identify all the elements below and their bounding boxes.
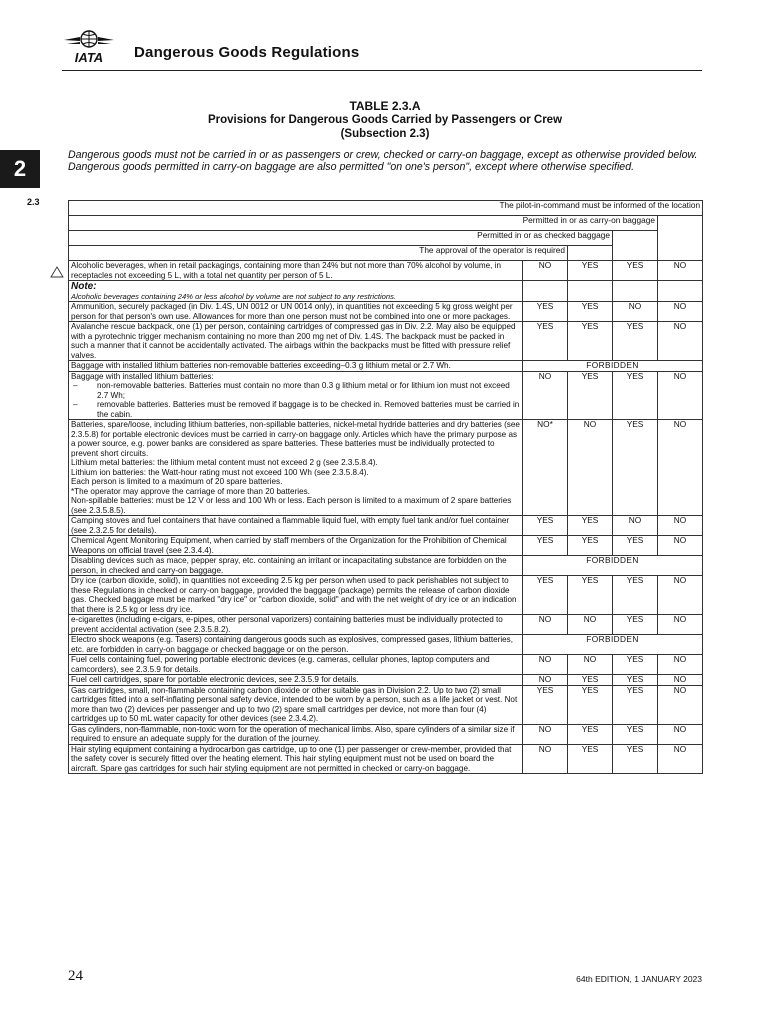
table-row-note	[69, 281, 703, 302]
note-heading: Note:	[71, 281, 97, 292]
forbidden-label: FORBIDDEN	[523, 556, 703, 576]
table-row-avalanche: Avalanche rescue backpack, one (1) per person, containing cartridges of compressed gas in Div. 2.2. May also be equipped with a pyrotechnic trigger mechanism containing no more than 200 mg net of Div. 1.4S. The backpack must be packed in such a manner that it cannot be accidentally activated. The airbags within the backpacks must be fitted with pressure relief valves. YES YES YES NO	[69, 322, 703, 361]
header-row-checked	[69, 231, 703, 246]
section-number: 2.3	[27, 197, 40, 207]
header-carry-on: Permitted in or as carry-on baggage	[69, 216, 658, 231]
table-row-ecig: e-cigarettes (including e-cigars, e-pipes, other personal vaporizers) containing batteries must be individually protected to prevent accidental activation (see 2.3.5.8.2). NO NO YES NO	[69, 615, 703, 635]
header-pilot: The pilot-in-command must be informed of the location	[69, 201, 703, 216]
table-row-electroshock: Electro shock weapons (e.g. Tasers) containing dangerous goods such as explosives, compressed gases, lithium batteries, etc. are forbidden in carry-on baggage or checked baggage or on the person. FORBIDDEN	[69, 635, 703, 655]
table-row-fuel-cells: Fuel cells containing fuel, powering portable electronic devices (e.g. cameras, cellular phones, laptop computers and camcorders), see 2.3.5.9 for details. NO NO YES NO	[69, 655, 703, 675]
table-row-gas-cylinders: Gas cylinders, non-flammable, non-toxic worn for the operation of mechanical limbs. Also, spare cylinders of a similar size if required to ensure an adequate supply for the duration of the journey. NO YES YES NO	[69, 724, 703, 744]
table-row-fuel-cell-cartridges: Fuel cell cartridges, spare for portable electronic devices, see 2.3.5.9 for details. NO YES YES NO	[69, 675, 703, 686]
revision-triangle-icon	[50, 266, 64, 278]
header-checked: Permitted in or as checked baggage	[69, 231, 613, 246]
note-text: Alcoholic beverages containing 24% or less alcohol by volume are not subject to any restrictions.	[71, 291, 397, 301]
dangerous-goods-table	[68, 200, 703, 774]
table-row-camping: Camping stoves and fuel containers that have contained a flammable liquid fuel, with empty fuel tank and/or fuel container (see 2.3.2.5 for details). YES YES NO NO	[69, 516, 703, 536]
header-row-approval	[69, 246, 703, 261]
header-row-carry-on	[69, 216, 703, 231]
row-description: Alcoholic beverages, when in retail packagings, containing more than 24% but not more than 70% alcohol by volume, in receptacles not exceeding 5 L, with a total net quantity per person of 5 L.	[69, 261, 523, 281]
iata-logo	[62, 28, 116, 66]
page-header	[62, 28, 702, 71]
table-row-alcohol: Alcoholic beverages, when in retail packagings, containing more than 24% but not more than 70% alcohol by volume, in receptacles not exceeding 5 L, with a total net quantity per person of 5 L. NO YES YES NO	[69, 261, 703, 281]
table-row-baggage-installed: Baggage with installed lithium batteries: – non-removable batteries. Batteries must contain no more than 0.3 g lithium metal or for lithium ion must not exceed 2.7 Wh; – removable batteries. Batteries must be removed if baggage is to be checked in. Removed batteries must be carried in the cabin. NO YES YES NO	[69, 371, 703, 420]
document-title: Dangerous Goods Regulations	[134, 44, 360, 61]
table-row-ammunition: Ammunition, securely packaged (in Div. 1.4S, UN 0012 or UN 0014 only), in quantities not exceeding 5 kg gross weight per person for that person's own use. Allowances for more than one person must not be combined into one or more packages. YES YES NO NO	[69, 302, 703, 322]
header-row-pilot	[69, 201, 703, 216]
svg-text:IATA: IATA	[74, 50, 104, 65]
table-row-hair-styling: Hair styling equipment containing a hydrocarbon gas cartridge, up to one (1) per passenger or crew-member, provided that the safety cover is securely fitted over the heating element. This hair styling equipment must not be used on board the aircraft. Spare gas cartridges for such hair styling equipment are not permitted in checked or carry-on baggage. NO YES YES NO	[69, 744, 703, 774]
header-approval: The approval of the operator is required	[69, 246, 568, 261]
table-row-dry-ice: Dry ice (carbon dioxide, solid), in quantities not exceeding 2.5 kg per person when used to pack perishables not subject to these Regulations in checked or carry-on baggage, provided the baggage (package) permits the release of carbon dioxide gas. Checked baggage must be marked "dry ice" or "carbon dioxide, solid" and with the net weight of dry ice or an indication that there is 2.5 kg or less dry ice. YES YES YES NO	[69, 576, 703, 615]
chapter-tab: 2	[0, 150, 40, 188]
table-row-chemical: Chemical Agent Monitoring Equipment, when carried by staff members of the Organization for the Prohibition of Chemical Weapons on official travel (see 2.3.4.4). YES YES YES NO	[69, 536, 703, 556]
table-subtitle: (Subsection 2.3)	[340, 128, 430, 140]
table-row-baggage-nonremovable: Baggage with installed lithium batteries non-removable batteries exceeding–0.3 g lithium metal or 2.7 Wh. FORBIDDEN	[69, 361, 703, 372]
table-title: Provisions for Dangerous Goods Carried by Passengers or Crew	[207, 114, 563, 126]
page-number: 24	[68, 968, 83, 984]
table-row-disabling: Disabling devices such as mace, pepper spray, etc. containing an irritant or incapacitating substance are forbidden on the person, in checked and carry-on baggage. FORBIDDEN	[69, 556, 703, 576]
forbidden-label: FORBIDDEN	[523, 361, 703, 372]
intro-paragraph: Dangerous goods must not be carried in or as passengers or crew, checked or carry-on baggage, except as otherwise provided below. Dangerous goods permitted in carry-on baggage are also permitted "on one's person", except where otherwise specified.	[68, 149, 698, 173]
table-row-gas-cartridges: Gas cartridges, small, non-flammable containing carbon dioxide or other suitable gas in Division 2.2. Up to two (2) small cartridges fitted into a self-inflating personal safety device, intended to be worn by a person, such as a life jacket or vest. Not more than two (2) devices per passenger and up to two (2) spare small cartridges per device, not more than four (4) cartridges up to 50 mL water capacity for other devices (see 2.3.4.2). YES YES YES NO	[69, 685, 703, 724]
forbidden-label: FORBIDDEN	[523, 635, 703, 655]
edition-label: 64th EDITION, 1 JANUARY 2023	[576, 974, 702, 984]
table-number: TABLE 2.3.A	[349, 99, 421, 113]
table-row-batteries: Batteries, spare/loose, including lithium batteries, non-spillable batteries, nickel-metal hydride batteries and dry batteries (see 2.3.5.8) for portable electronic devices must be carried in carry-on baggage only. Articles which have the primary purpose as a power source, e.g. power banks are considered as spare batteries. These batteries must be individually protected to prevent short circuits. Lithium metal batteries: the lithium metal content must not exceed 2 g (see 2.3.5.8.4). Lithium ion batteries: the Watt-hour rating must not exceed 100 Wh (see 2.3.5.8.4). Each person is limited to a maximum of 20 spare batteries. *The operator may approve the carriage of more than 20 batteries. Non-spillable batteries: must be 12 V or less and 100 Wh or less. Each person is limited to a maximum of 2 spare batteries (see 2.3.5.8.5). NO* NO YES NO	[69, 420, 703, 516]
